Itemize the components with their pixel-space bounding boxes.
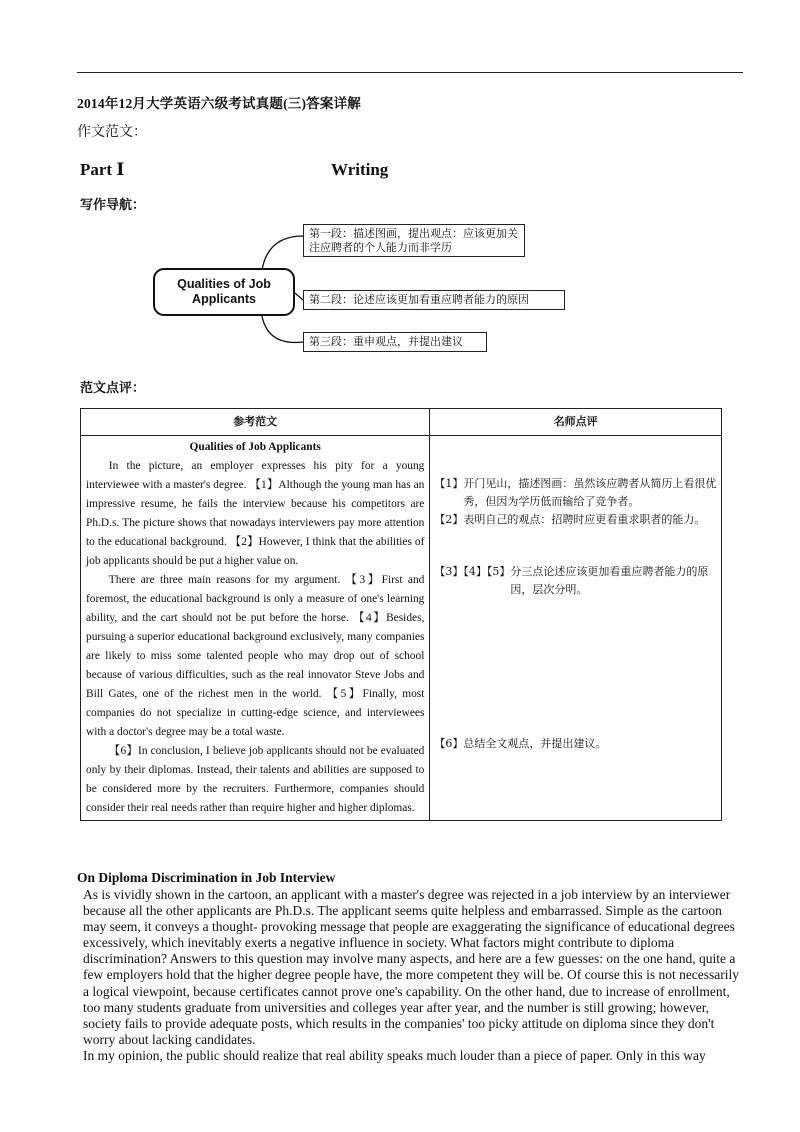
comment-text: 开门见山，描述图画：虽然该应聘者从简历上看很优秀，但因为学历低而输给了竞争者。 bbox=[463, 477, 717, 508]
comment-item bbox=[434, 475, 717, 511]
document-title: 2014年12月大学英语六级考试真题(三)答案详解 bbox=[77, 96, 361, 111]
second-essay-title: On Diploma Discrimination in Job Interview bbox=[77, 870, 336, 885]
table-header-row bbox=[81, 409, 722, 436]
essay-sample-label: 作文范文： bbox=[77, 125, 147, 140]
second-essay-paragraph-1: As is vividly shown in the cartoon, an applicant with a master's degree was rejected in a job interview by an interviewer because all the other applicants are Ph.D.s. The applicant seems quite helpless and embarrassed. Simple as the cartoon may seem, it conveys a thought- provoking message that people are exaggerating the significance of educational degrees excessively, which inevitably exerts a negative influence in society. What factors might contribute to diploma discrimination? Answers to this question may involve many aspects, and here are a few guesses: on the one hand, quite a few employers hold that the higher degree people have, the more competent they will be. Of course this is not necessarily a logical viewpoint, because certificates cannot prove one's capability. On the other hand, due to increase of enrollment, too many students graduate from universities and colleges year after year, and the number is still growing; however, society fails to provide adequate posts, which results in the companies' too picky attitude on diploma since they don't worry about lacking candidates. bbox=[83, 887, 740, 1047]
sample-essay-paragraph-2: There are three main reasons for my argument. 【3】First and foremost, the educational background is only a measure of one's learning ability, and the cart should not be put before the horse. 【4】Besides, pursuing a superior educational background exclusively, many companies are likely to miss some talented people who may drop out of school because of various difficulties, such as the real innovator Steve Jobs and Bill Gates, one of the richest men in the world. 【5】Finally, most companies do not specialize in cutting-edge science, and interviewees with a doctor's degree may be a total waste. bbox=[86, 574, 425, 738]
comment-tag: 【1】 bbox=[434, 477, 464, 490]
sample-essay-table bbox=[80, 408, 722, 821]
mind-map-branch-3: 第三段：重申观点，并提出建议 bbox=[303, 332, 487, 352]
comment-tag: 【6】 bbox=[434, 737, 464, 750]
sample-essay-paragraph-1: In the picture, an employer expresses his pity for a young interviewee with a master's degree. 【1】Although the young man has an impressive resume, he fails the interview because his competitors are Ph.D.s. The picture shows that nowadays interviewers pay more attention to the educational background. 【2】However, I think that the abilities of job applicants should be put a higher value on. bbox=[86, 460, 425, 567]
mind-map-center-node bbox=[153, 268, 295, 316]
comments-cell bbox=[430, 436, 722, 821]
mind-map bbox=[150, 214, 570, 360]
writing-guide-heading: 写作导航： bbox=[80, 197, 146, 212]
table-header-sample: 参考范文 bbox=[81, 409, 430, 436]
mind-map-branch-1: 第一段：描述图画，提出观点：应该更加关注应聘者的个人能力而非学历 bbox=[303, 224, 525, 257]
second-essay-body bbox=[77, 887, 745, 1064]
comment-item bbox=[434, 735, 717, 753]
mind-map-center-label: Qualities of Job Applicants bbox=[177, 277, 271, 306]
comment-heading: 范文点评： bbox=[80, 380, 146, 395]
mind-map-branch-2: 第二段：论述应该更加看重应聘者能力的原因 bbox=[303, 290, 565, 310]
sample-essay-paragraph-3: 【6】In conclusion, I believe job applicants should not be evaluated only by their diplomas. Instead, their talents and abilities are supposed to be considered more by the recruiters. Furthermore, companies should consider their real needs rather than require higher and higher diplomas. bbox=[86, 745, 425, 814]
comment-item bbox=[434, 563, 717, 599]
section-title: Writing bbox=[331, 160, 389, 179]
comment-text: 表明自己的观点：招聘时应更看重求职者的能力。 bbox=[463, 513, 706, 526]
comment-item bbox=[434, 511, 717, 529]
comments-list bbox=[434, 475, 717, 753]
table-header-comments: 名师点评 bbox=[430, 409, 722, 436]
sample-essay-cell bbox=[81, 436, 430, 821]
comment-tag: 【3】【4】【5】 bbox=[434, 565, 511, 578]
sample-essay-title: Qualities of Job Applicants bbox=[189, 441, 321, 453]
part-label: Part Ⅰ bbox=[80, 160, 125, 179]
second-essay-paragraph-2: In my opinion, the public should realize that real ability speaks much louder than a piece of paper. Only in this way bbox=[83, 1047, 706, 1063]
top-rule bbox=[77, 72, 743, 73]
comment-text: 分三点论述应该更加看重应聘者能力的原因，层次分明。 bbox=[510, 565, 709, 596]
table-row bbox=[81, 436, 722, 821]
comment-tag: 【2】 bbox=[434, 513, 464, 526]
comment-text: 总结全文观点，并提出建议。 bbox=[463, 737, 607, 750]
